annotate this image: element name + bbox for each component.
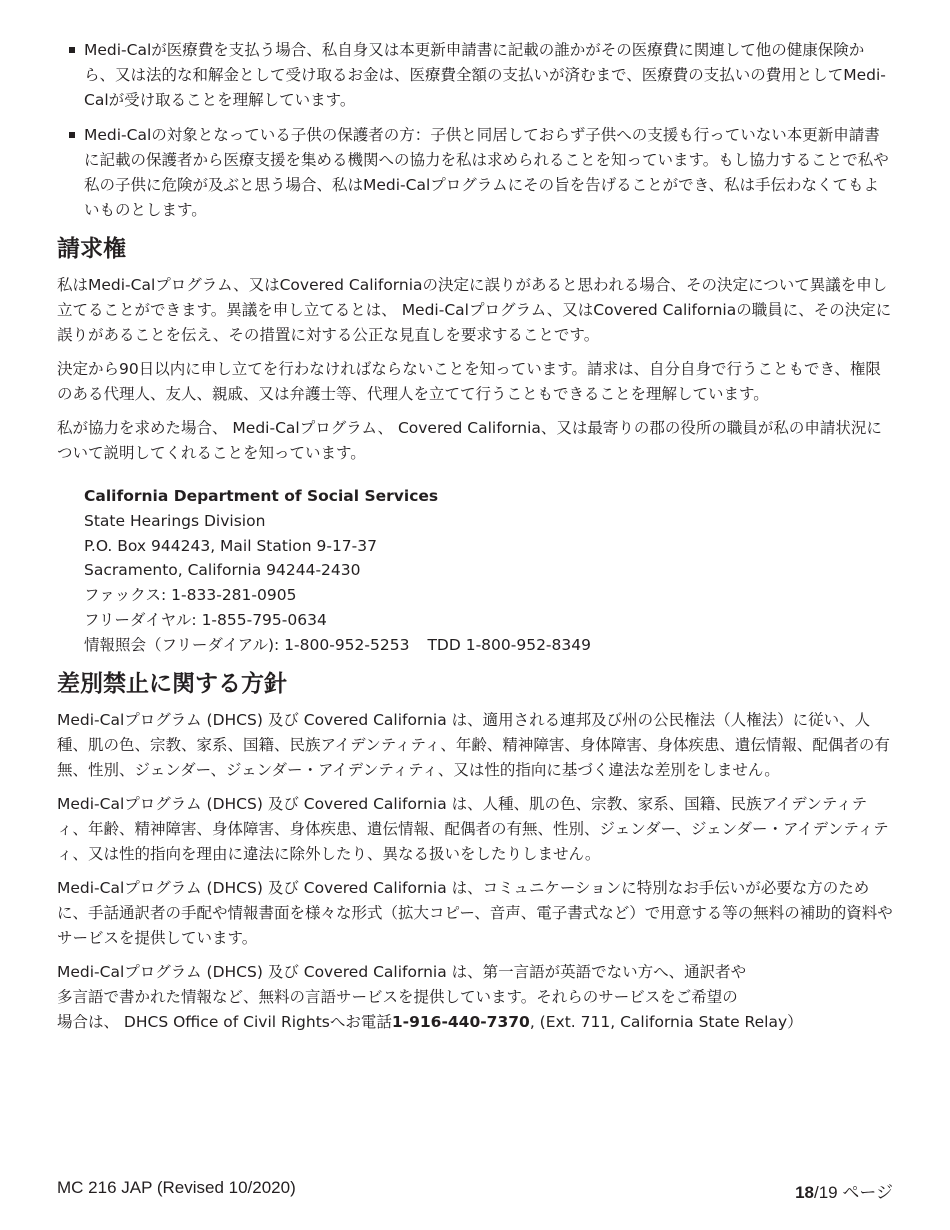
language-services-line: 場合は、 DHCS Office of Civil Rightsへお電話 <box>57 1012 392 1031</box>
language-services-line: 多言語で書かれた情報など、無料の言語サービスを提供しています。それらのサービスをご希望の <box>57 987 738 1006</box>
address-po-box: P.O. Box 944243, Mail Station 9-17-37 <box>84 536 377 555</box>
address-city: Sacramento, California 94244-2430 <box>84 561 361 580</box>
nondiscrimination-heading: 差別禁止に関する方針 <box>57 670 287 697</box>
bullet-list <box>57 38 893 223</box>
address-info-line <box>84 633 893 658</box>
language-services-paragraph <box>57 960 893 1035</box>
nondiscrimination-paragraph: Medi-Calプログラム (DHCS) 及び Covered California は、コミュニケーションに特別なお手伝いが必要な方のために、手話通訳者の手配や情報書面を様々な形式（拡大コピー、音声、電子書式など）で用意する等の無料の補助的資料やサービスを提供しています。 <box>57 878 893 947</box>
square-bullet-icon <box>69 132 75 138</box>
address-fax: ファックス: 1-833-281-0905 <box>84 586 297 605</box>
appeal-heading: 請求権 <box>57 236 126 262</box>
form-id: MC 216 JAP (Revised 10/2020) <box>57 1178 296 1197</box>
address-division: State Hearings Division <box>84 511 266 530</box>
info-phone: 情報照会（フリーダイアル): 1-800-952-5253 <box>84 635 410 654</box>
bullet-text: Medi-Calの対象となっている子供の保護者の方：子供と同居しておらず子供への支援も行っていない本更新申請書に記載の保護者から医療支援を集める機関への協力を私は求められることを知っています。もし協力することで私や私の子供に危険が及ぶと思う場合、私はMedi-Calプログラムにその旨を告げることができ、私は手伝わなくてもよいものとします。 <box>84 126 889 219</box>
bullet-text: Medi-Calが医療費を支払う場合、私自身又は本更新申請書に記載の誰かがその医療費に関連して他の健康保険から、又は法的な和解金として受け取るお金は、医療費全額の支払いが済むまで、医療費の支払いの費用としてMedi-Calが受け取ることを理解しています。 <box>84 41 886 109</box>
appeal-paragraph: 私が協力を求めた場合、 Medi-Calプログラム、 Covered California、又は最寄りの郡の役所の職員が私の申請状況について説明してくれることを知っています。 <box>57 419 882 462</box>
address-org: California Department of Social Services <box>84 487 439 505</box>
page-number <box>795 1178 893 1203</box>
square-bullet-icon <box>69 47 75 53</box>
total-pages: /19 ページ <box>813 1183 893 1202</box>
address-block <box>84 484 893 658</box>
nondiscrimination-paragraph: Medi-Calプログラム (DHCS) 及び Covered California は、人種、肌の色、宗教、家系、国籍、民族アイデンティティ、年齢、精神障害、身体障害、身体疾患、遺伝情報、配偶者の有無、性別、ジェンダー、ジェンダー・アイデンティティ、又は性的指向を理由に違法に除外したり、異なる扱いをしたりしません。 <box>57 794 889 863</box>
bullet-item <box>57 38 893 113</box>
civil-rights-phone: 1-916-440-7370 <box>391 1012 530 1031</box>
tdd-phone: TDD 1-800-952-8349 <box>427 635 591 654</box>
appeal-paragraph: 決定から90日以内に申し立てを行わなければならないことを知っています。請求は、自分自身で行うこともでき、権限のある代理人、友人、親戚、又は弁護士等、代理人を立てて行うこともできることを理解しています。 <box>57 360 881 403</box>
language-services-line: Medi-Calプログラム (DHCS) 及び Covered California は、第一言語が英語でない方へ、通訳者や <box>57 962 747 981</box>
nondiscrimination-paragraph: Medi-Calプログラム (DHCS) 及び Covered California は、適用される連邦及び州の公民権法（人権法）に従い、人種、肌の色、宗教、家系、国籍、民族アイデンティティ、年齢、精神障害、身体障害、身体疾患、遺伝情報、配偶者の有無、性別、ジェンダー、ジェンダー・アイデンティティ、又は性的指向に基づく違法な差別をしません。 <box>57 710 890 779</box>
bullet-item <box>57 123 893 223</box>
current-page: 18 <box>795 1183 814 1202</box>
address-toll-free: フリーダイヤル: 1-855-795-0634 <box>84 610 327 629</box>
relay-info: , (Ext. 711, California State Relay） <box>529 1012 803 1031</box>
appeal-paragraph: 私はMedi-Calプログラム、又はCovered Californiaの決定に誤りがあると思われる場合、その決定について異議を申し立てることができます。異議を申し立てるとは、 Medi-Calプログラム、又はCovered Californiaの職員に、その決定に誤りがあることを伝え、その措置に対する公正な見直しを要求することです。 <box>57 276 892 344</box>
document-page <box>57 38 893 1044</box>
